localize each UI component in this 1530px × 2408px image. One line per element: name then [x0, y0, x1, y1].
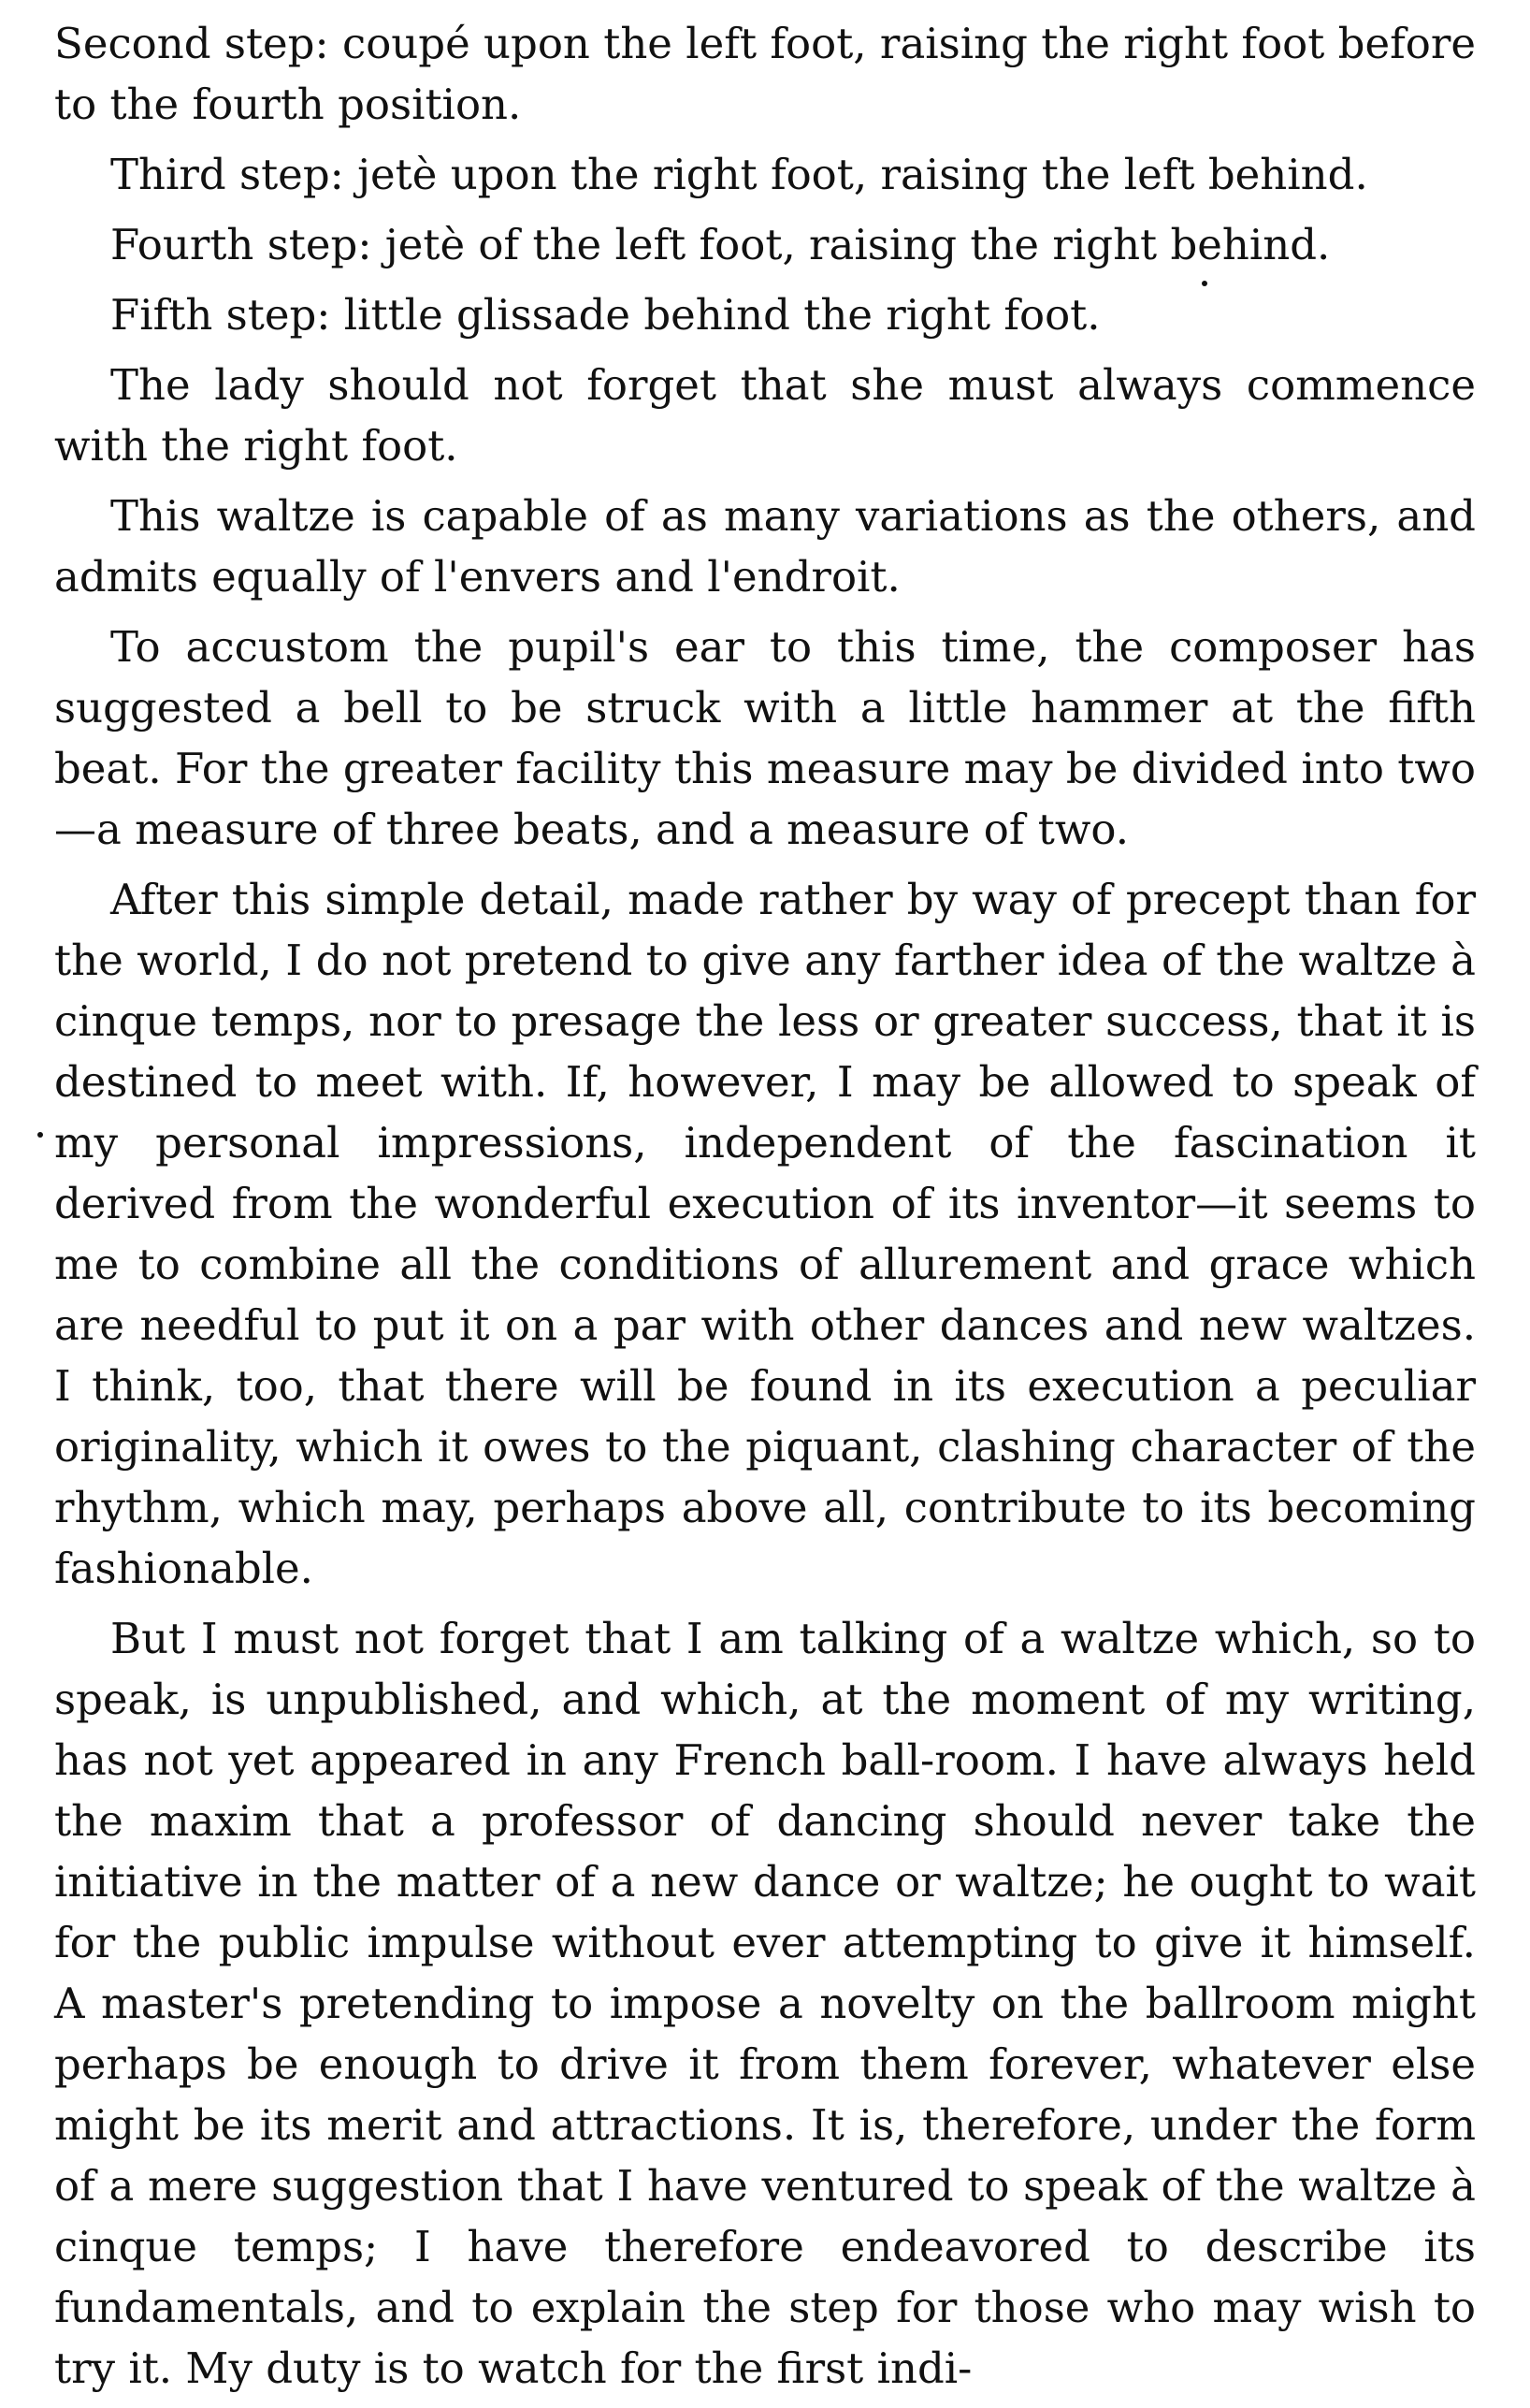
paragraph-fourth-step: Fourth step: jetè of the left foot, raising the right behind. — [110, 220, 1331, 269]
paragraph-third-step: Third step: jetè upon the right foot, raising the left behind. — [110, 150, 1368, 199]
paragraph-second-step: Second step: coupé upon the left foot, raising the right foot before to the fourth position. — [54, 19, 1476, 129]
paragraph-variations: This waltze is capable of as many variations as the others, and admits equally of l'envers and l'endroit. — [54, 491, 1476, 602]
paragraph-bell: To accustom the pupil's ear to this time, the composer has suggested a bell to be struck with a little hammer at the fifth beat. For the greater facility this measure may be divided into two—a measure of three beats, and a measure of two. — [54, 622, 1476, 854]
paragraph-unpublished: But I must not forget that I am talking of a waltze which, so to speak, is unpublished, and which, at the moment of my writing, has not yet appeared in any French ball-room. I have always held the maxim that a professor of dancing should never take the initiative in the matter of a new dance or waltze; he ought to wait for the public impulse without ever attempting to give it himself. A master's pretending to impose a novelty on the ballroom might perhaps be enough to drive it from them forever, whatever else might be its merit and attractions. It is, therefore, under the form of a mere suggestion that I have ventured to speak of the waltze à cinque temps; I have therefore endeavored to describe its fundamentals, and to explain the step for those who may wish to try it. My duty is to watch for the first indi- — [54, 1614, 1476, 2393]
paragraph-lady-note: The lady should not forget that she must always commence with the right foot. — [54, 360, 1476, 471]
document-page — [54, 13, 1476, 2408]
ink-dot — [1202, 281, 1207, 286]
paragraph-simple-detail: After this simple detail, made rather by way of precept than for the world, I do not pretend to give any farther idea of the waltze à cinque temps, nor to presage the less or greater success, that it is destined to meet with. If, however, I may be allowed to speak of my personal impressions, independent of the fascination it derived from the wonderful execution of its inventor—it seems to me to combine all the conditions of allurement and grace which are needful to put it on a par with other dances and new waltzes. I think, too, that there will be found in its execution a peculiar originality, which it owes to the piquant, clashing character of the rhythm, which may, perhaps above all, contribute to its becoming fashionable. — [54, 875, 1476, 1593]
paragraph-fifth-step: Fifth step: little glissade behind the right foot. — [110, 290, 1101, 340]
ink-dot — [37, 1132, 43, 1138]
